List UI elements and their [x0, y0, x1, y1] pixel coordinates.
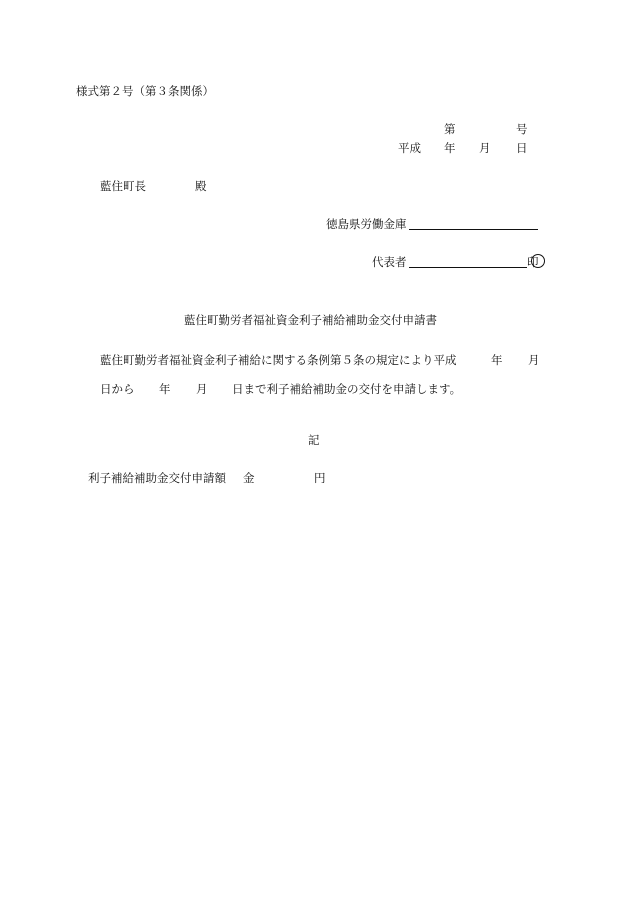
document-title: 藍住町勤労者福祉資金利子補給補助金交付申請書: [184, 313, 437, 327]
body-line2-month: 月: [196, 382, 208, 396]
amount-label: 利子補給補助金交付申請額: [88, 471, 226, 485]
representative-label: 代表者: [372, 255, 407, 269]
ki-marker: 記: [308, 433, 320, 447]
amount-yen: 円: [314, 471, 326, 485]
addressee-name: 藍住町長: [100, 179, 146, 193]
date-month: 月: [479, 141, 491, 155]
seal-mark: 印: [527, 255, 539, 269]
form-label: 様式第２号（第３条関係）: [76, 84, 214, 98]
date-era: 平成: [398, 141, 421, 155]
representative-underline: [409, 267, 527, 268]
body-line1-text: 藍住町勤労者福祉資金利子補給に関する条例第５条の規定により平成: [100, 353, 457, 367]
body-line2-rest: 日まで利子補給補助金の交付を申請します。: [232, 382, 462, 396]
addressee-honorific: 殿: [195, 179, 207, 193]
date-year: 年: [444, 141, 456, 155]
number-prefix: 第: [444, 122, 456, 136]
body-line1-year: 年: [491, 353, 503, 367]
organization-underline: [409, 229, 538, 230]
number-suffix: 号: [516, 122, 528, 136]
body-line1-month: 月: [528, 353, 540, 367]
seal-circle-icon: [531, 254, 545, 268]
body-line2-year: 年: [159, 382, 171, 396]
amount-kin: 金: [243, 471, 255, 485]
date-day: 日: [516, 141, 528, 155]
applicant-organization: 徳島県労働金庫: [326, 217, 407, 231]
body-line2-day-from: 日から: [100, 382, 135, 396]
